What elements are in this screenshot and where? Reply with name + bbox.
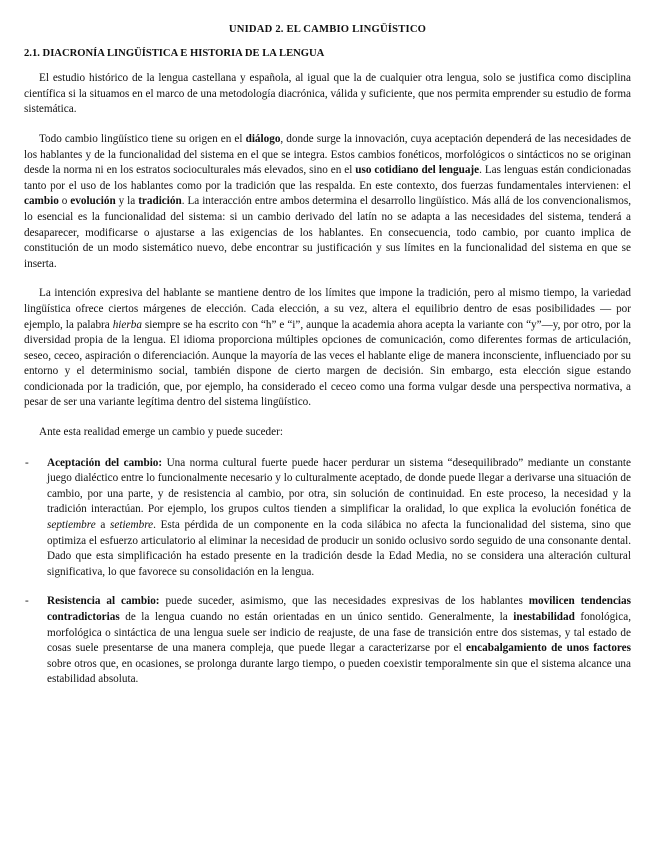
section-title: 2.1. DIACRONÍA LINGÜÍSTICA E HISTORIA DE LA LENGUA: [24, 47, 325, 59]
change-outcomes-list: [24, 456, 631, 688]
list-item-heading: Resistencia al cambio:: [47, 595, 160, 608]
text-run: La intención expresiva del hablante se mantiene dentro de los límites que impone la tradición, pero al mismo tiempo, la variedad lingüística ofrece ciertos márgenes de elección. Cada elección, a su vez, altera el equilibrio dentro de esas posibilidades — por ejemplo, la palabra: [24, 287, 631, 331]
text-run: o: [58, 195, 71, 208]
bold-term-tendencias: movilicen tendencias contradictorias: [47, 595, 631, 623]
list-dash: -: [25, 595, 29, 608]
bold-term-cambio: cambio: [24, 195, 59, 208]
paragraph-origin-of-change: [24, 132, 631, 272]
paragraph-intro-diachrony: [24, 71, 631, 118]
paragraph-expressive-intention: [24, 286, 631, 411]
text-run: , donde surge la innovación, cuya aceptación dependerá de las necesidades de los hablantes y de la funcionalidad del sistema en el que se integra. Estos cambios fonéticos, morfológicos o sintácticos no se originan desde la norma ni en los estratos socioculturales más elevados, sino en el: [24, 132, 631, 177]
bold-term-evolucion: evolución: [70, 195, 116, 208]
text-run: Todo cambio lingüístico tiene su origen en el: [39, 132, 246, 145]
text-run: a: [95, 519, 111, 532]
text-run: Ante esta realidad emerge un cambio y puede suceder:: [39, 426, 283, 439]
bold-term-inestabilidad: inestabilidad: [513, 611, 575, 623]
text-run: El estudio histórico de la lengua castellana y española, al igual que la de cualquier otra lengua, solo se justifica como disciplina científica si la situamos en el marco de una metodología diacrónica, válida y suficiente, que nos permita emprender su estudio de forma sistemática.: [24, 72, 631, 116]
text-run: sobre otros que, en ocasiones, se prolonga durante largo tiempo, o pueden coexistir temporalmente sin que el sistema alcance una estabilidad absoluta.: [47, 657, 631, 686]
bold-term-uso-cotidiano: uso cotidiano del lenguaje: [355, 164, 480, 177]
list-item-heading: Aceptación del cambio:: [47, 456, 163, 469]
text-run: fonológica, morfológica o sintáctica de una lengua suele ser indicio de reajuste, de una fase de transición entre dos sistemas, y tal estado de cosas suele presentarse de una manera compleja, que puede llegar a caracterizarse por el: [47, 611, 632, 655]
list-item-aceptacion: [24, 456, 631, 581]
text-run: Una norma cultural fuerte puede hacer perdurar un sistema “desequilibrado” mediante un constante juego dialéctico entre lo funcionalmente necesario y lo culturalmente aceptado, de donde puede llegar a derivarse una situación de cambio, por una parte, y de resistencia al cambio, por otra, sin solución de continuidad. En este proceso, la necesidad y la tradición interactúan. Por ejemplo, los grupos cultos tienden a simplificar la oralidad, lo que explica la evolución fonética de: [47, 456, 631, 516]
italic-example-setiembre: setiembre: [110, 519, 154, 532]
document-page: [24, 22, 631, 702]
text-run: de la lengua cuando no están orientadas en un único sentido. Generalmente, la: [119, 611, 514, 623]
list-dash: -: [25, 456, 29, 469]
text-run: . Las lenguas están condicionadas tanto por el uso de los hablantes como por la tradición que las respalda. En este contexto, dos fuerzas fundamentales intervienen: el: [24, 164, 631, 192]
bold-term-encabalgamiento: encabalgamiento de unos factores: [466, 642, 631, 655]
unit-title: UNIDAD 2. EL CAMBIO LINGÜÍSTICO: [228, 24, 427, 35]
text-run: . Esta pérdida de un componente en la coda silábica no afecta la funcionalidad del sistema, sino que optimiza el esfuerzo articulatorio al eliminar la necesidad de producir un sonido oclusivo sordo seguido de una consonante dental. Dado que esta simplificación ha estado presente en la tradición desde la Edad Media, no se considera una alteración cultural significativa, lo que favorece su consolidación en la lengua.: [47, 519, 631, 578]
italic-example-hierba: hierba: [112, 318, 142, 331]
text-run: siempre se ha escrito con “h” e “i”, aunque la academia ahora acepta la variante con “y”—y, por otro, por la diversidad propia de la lengua. El idioma proporciona múltiples opciones de comunicación, como diferentes formas de articulación, seseo, ceceo, aspiración o diferenciación. Aunque la mayoría de las veces el hablante elige de manera inconsciente, influenciado por su entorno y el determinismo social, también dispone de cierto margen de decisión. Sin embargo, esta elección sigue estando condicionada por la tradición, que, por ejemplo, ha considerado el ceceo como una forma vulgar desde una perspectiva normativa, a pesar de ser una variante legítima dentro del sistema lingüístico.: [24, 318, 631, 409]
paragraph-list-intro: [24, 425, 631, 441]
text-run: y la: [115, 195, 139, 208]
bold-term-tradicion: tradición: [138, 195, 182, 208]
text-run: . La interacción entre ambos determina el desarrollo lingüístico. Más allá de los convencionalismos, lo esencial es la funcionalidad del sistema: si un cambio derivado del latín no se adapta a las necesidades del sistema, tenderá a desaparecer, modificarse o ajustarse a las exigencias de los hablantes. En consecuencia, todo cambio, por cuanto implica de constitución de un modo sistemático nuevo, debe encontrar su justificación y sus límites en la funcionalidad del sistema en que se inserta.: [24, 195, 631, 270]
bold-term-dialogo: diálogo: [245, 132, 281, 145]
italic-example-septiembre: septiembre: [47, 519, 96, 532]
list-item-resistencia: [24, 594, 631, 688]
text-run: puede suceder, asimismo, que las necesidades expresivas de los hablantes: [159, 595, 529, 608]
